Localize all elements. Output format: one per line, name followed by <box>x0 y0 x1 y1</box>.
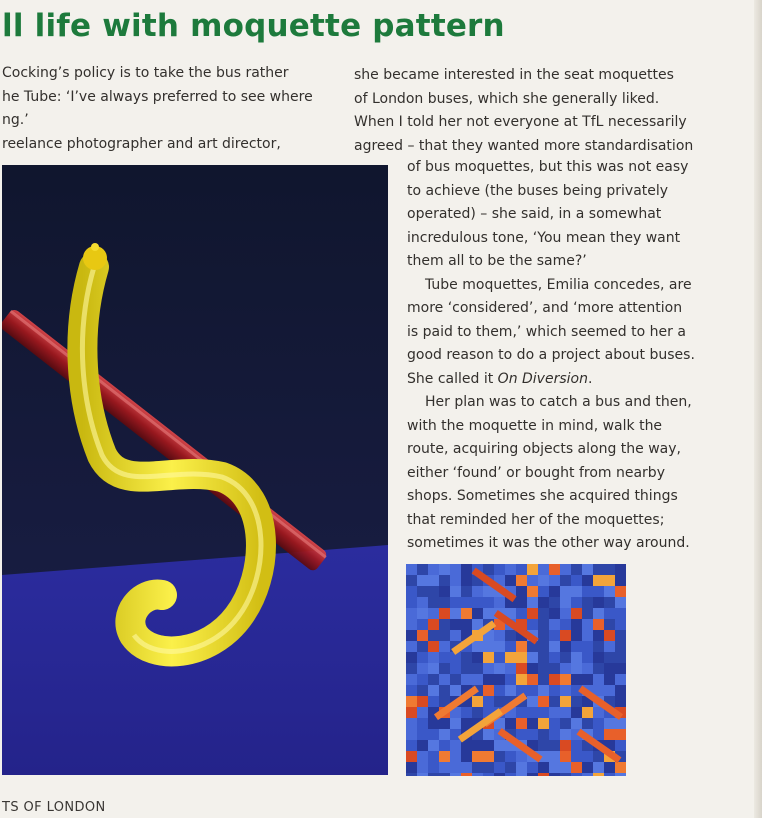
body-line: that reminded her of the moquettes; <box>407 511 665 528</box>
body-line: is paid to them,’ which seemed to her a <box>407 323 686 340</box>
body-line: to achieve (the buses being privately <box>407 182 669 199</box>
left-column-line: reelance photographer and art director, <box>2 135 281 152</box>
paragraph-bus-standardisation <box>407 156 717 274</box>
paragraph-plan <box>407 391 717 556</box>
body-text: . <box>587 370 593 387</box>
left-column-line: he Tube: ‘I’ve always preferred to see where <box>2 88 313 105</box>
page-edge-shadow <box>754 0 762 818</box>
left-column-line: ng.’ <box>2 112 29 128</box>
project-title: On Diversion <box>497 370 588 387</box>
page-folio: TS OF LONDON <box>2 800 106 815</box>
right-column-line: of London buses, which she generally liked. <box>354 90 660 107</box>
right-column-top-text <box>354 64 714 158</box>
body-line: route, acquiring objects along the way, <box>407 441 681 457</box>
right-column-line: agreed – that they wanted more standardisation <box>354 137 694 154</box>
body-line: shops. Sometimes she acquired things <box>407 488 678 504</box>
body-line: Tube moquettes, Emilia concedes, are <box>425 276 692 293</box>
body-line: with the moquette in mind, walk the <box>407 417 663 434</box>
body-line: good reason to do a project about buses. <box>407 347 695 363</box>
left-column-text <box>2 62 352 156</box>
article-headline: ll life with moquette pattern <box>2 8 505 44</box>
body-line: operated) – she said, in a somewhat <box>407 206 662 222</box>
left-column-line: Cocking’s policy is to take the bus rather <box>2 65 289 81</box>
body-line <box>407 368 717 392</box>
paragraph-tube-moquettes <box>407 274 717 392</box>
right-column-main-text <box>407 156 717 556</box>
right-column-line: she became interested in the seat moquettes <box>354 67 674 83</box>
body-line: incredulous tone, ‘You mean they want <box>407 229 681 246</box>
body-line: sometimes it was the other way around. <box>407 535 690 551</box>
body-line: of bus moquettes, but this was not easy <box>407 159 689 175</box>
body-line: more ‘considered’, and ‘more attention <box>407 300 683 316</box>
moquette-swatch-photo <box>406 564 626 776</box>
right-column-line: When I told her not everyone at TfL necessarily <box>354 114 687 130</box>
body-line: either ‘found’ or bought from nearby <box>407 464 665 481</box>
body-line: Her plan was to catch a bus and then, <box>425 394 692 410</box>
body-text: She called it <box>407 370 498 387</box>
body-line: them all to be the same?’ <box>407 253 587 269</box>
still-life-photograph <box>2 165 388 775</box>
